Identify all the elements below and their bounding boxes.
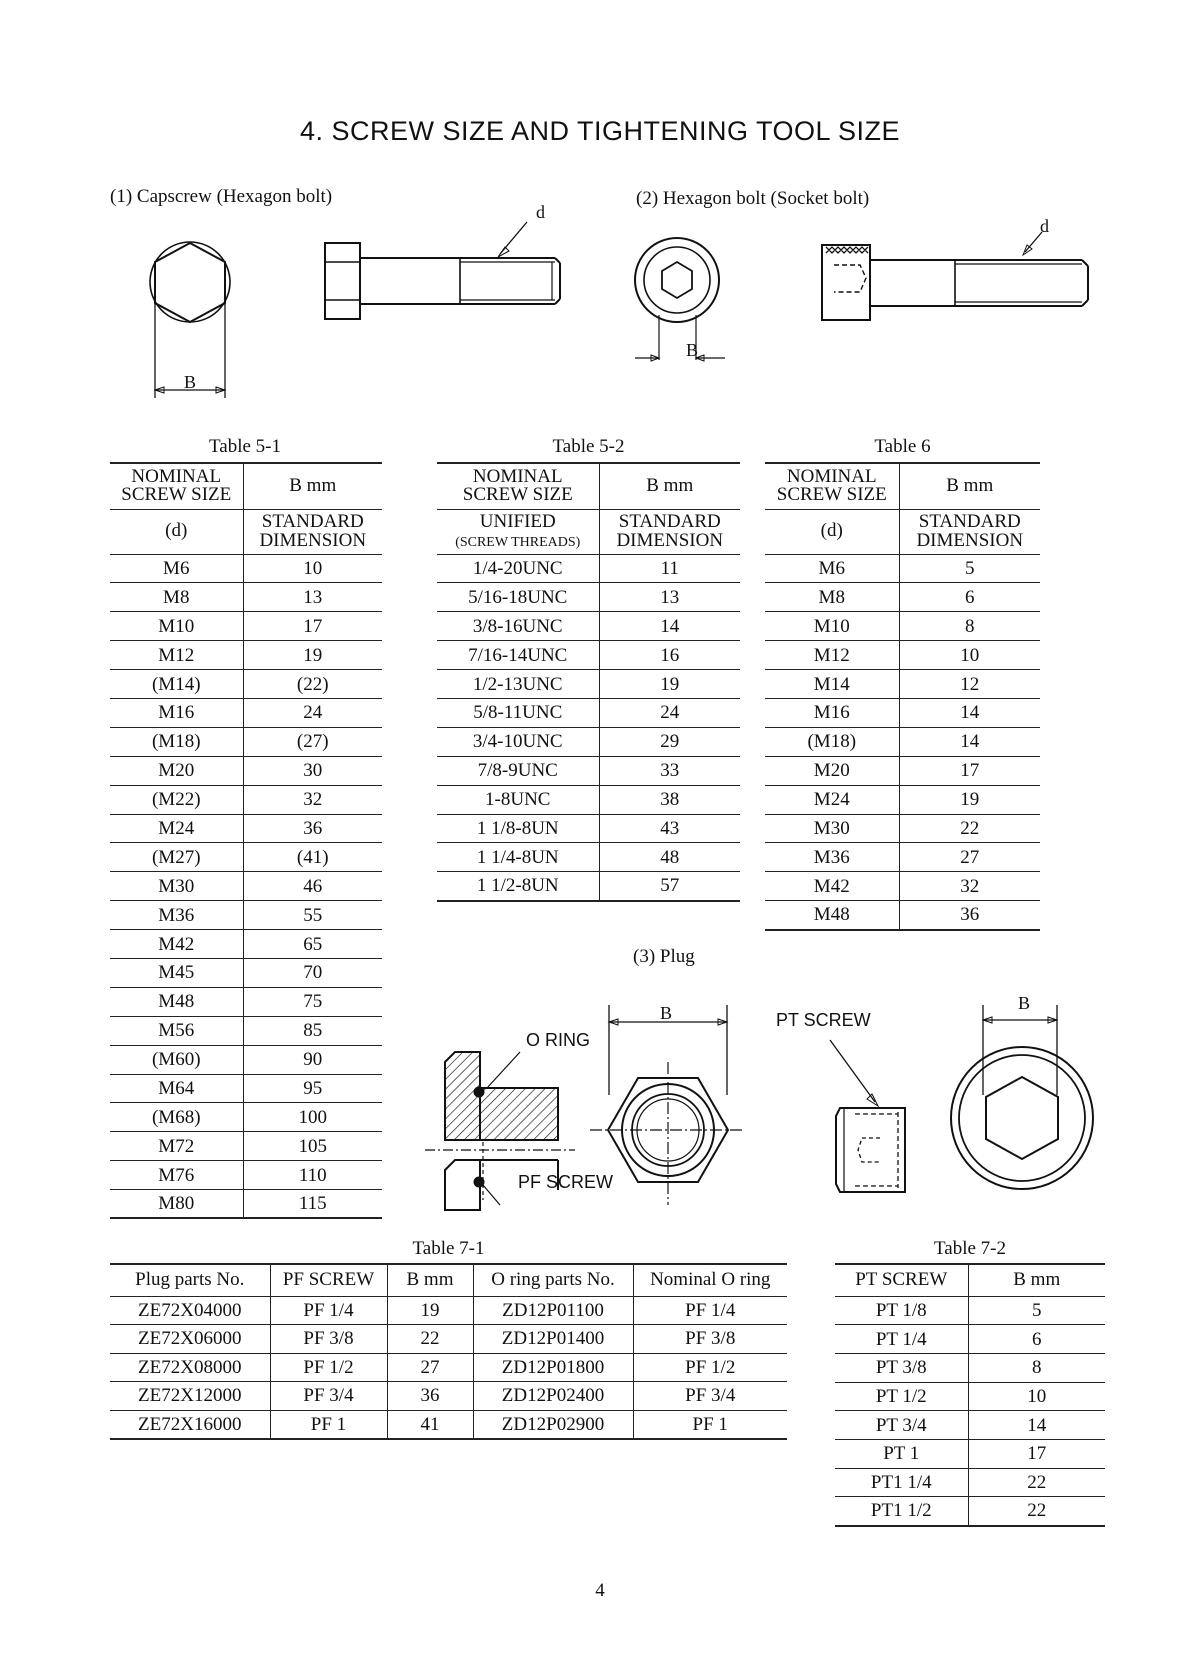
table-cell: 41	[387, 1410, 473, 1439]
table-row	[110, 670, 382, 699]
table-cell: 95	[243, 1074, 382, 1103]
header-d: (d)	[765, 509, 899, 554]
table-cell: 43	[599, 814, 740, 843]
table-cell: M56	[110, 1016, 243, 1045]
table-5-1	[110, 462, 382, 1219]
table-row	[835, 1468, 1105, 1497]
table-7-2	[835, 1263, 1105, 1527]
header-unified: UNIFIED	[479, 511, 556, 533]
table-header-cell: B mm	[968, 1264, 1105, 1296]
table-cell: 22	[968, 1497, 1105, 1526]
table-cell: M16	[765, 698, 899, 727]
table-cell: 5/8-11UNC	[437, 698, 599, 727]
table-cell: M24	[110, 814, 243, 843]
table-cell: 48	[599, 843, 740, 872]
table-cell: 10	[899, 641, 1040, 670]
table-cell: (M14)	[110, 670, 243, 699]
table-header-cell	[243, 509, 382, 554]
table-cell: 27	[899, 843, 1040, 872]
table-row	[110, 583, 382, 612]
table-cell: (M18)	[110, 727, 243, 756]
table-header-cell: PT SCREW	[835, 1264, 968, 1296]
table-cell: 115	[243, 1190, 382, 1219]
table-row	[835, 1439, 1105, 1468]
table-cell: 17	[968, 1439, 1105, 1468]
table-cell: 13	[243, 583, 382, 612]
table-cell: 70	[243, 958, 382, 987]
table-row	[437, 814, 740, 843]
table-cell: ZD12P02400	[473, 1382, 633, 1411]
table-row	[835, 1353, 1105, 1382]
table-row	[835, 1497, 1105, 1526]
table-cell: ZD12P01100	[473, 1296, 633, 1325]
table-7-1	[110, 1263, 787, 1440]
dim-label-d: d	[1040, 216, 1049, 236]
table-row	[437, 872, 740, 901]
table-7-1-caption: Table 7-1	[412, 1238, 485, 1259]
dim-label-b: B	[660, 1003, 673, 1023]
table-row	[110, 1103, 382, 1132]
table-cell: 1 1/8-8UN	[437, 814, 599, 843]
table-cell: PT 1/8	[835, 1296, 968, 1325]
table-cell: ZE72X06000	[110, 1325, 270, 1354]
table-cell: 65	[243, 930, 382, 959]
table-cell: M6	[110, 554, 243, 583]
table-header-cell	[437, 463, 599, 509]
table-row	[110, 1325, 787, 1354]
table-cell: M48	[110, 987, 243, 1016]
table-cell: PT1 1/2	[835, 1497, 968, 1526]
table-row	[110, 641, 382, 670]
table-cell: M12	[110, 641, 243, 670]
table-cell: PT 3/8	[835, 1353, 968, 1382]
table-row	[437, 612, 740, 641]
table-cell: (41)	[243, 843, 382, 872]
table-header-cell	[437, 509, 599, 554]
table-cell: 90	[243, 1045, 382, 1074]
header-standard: STANDARD	[261, 511, 364, 533]
table-row	[110, 554, 382, 583]
table-row	[110, 785, 382, 814]
table-cell: 6	[968, 1325, 1105, 1354]
o-ring-label: O RING	[526, 1030, 591, 1050]
table-cell: 16	[599, 641, 740, 670]
table-row	[110, 1016, 382, 1045]
table-row	[437, 843, 740, 872]
table-row	[437, 785, 740, 814]
section-plug-label: (3) Plug	[633, 946, 695, 967]
table-cell: PF 3/8	[270, 1325, 387, 1354]
header-standard: STANDARD	[918, 511, 1021, 533]
table-row	[110, 987, 382, 1016]
table-cell: 14	[899, 698, 1040, 727]
table-5-2	[437, 462, 740, 902]
header-screw-threads: (SCREW THREADS)	[455, 534, 581, 550]
table-cell: PF 3/4	[270, 1382, 387, 1411]
header-screw-size: SCREW SIZE	[462, 484, 573, 506]
header-standard: STANDARD	[618, 511, 721, 533]
table-cell: 11	[599, 554, 740, 583]
table-cell: 6	[899, 583, 1040, 612]
page-title: 4. SCREW SIZE AND TIGHTENING TOOL SIZE	[299, 116, 901, 146]
table-row	[765, 785, 1040, 814]
header-nominal: NOMINAL	[472, 466, 563, 488]
header-dimension: DIMENSION	[616, 529, 724, 551]
table-cell: PT 1/4	[835, 1325, 968, 1354]
table-row	[110, 843, 382, 872]
table-cell: 7/8-9UNC	[437, 756, 599, 785]
table-row	[765, 554, 1040, 583]
dim-label-b: B	[1018, 993, 1031, 1013]
table-cell: 75	[243, 987, 382, 1016]
table-cell: PF 3/8	[633, 1325, 787, 1354]
table-cell: 5/16-18UNC	[437, 583, 599, 612]
table-cell: 14	[899, 727, 1040, 756]
table-row	[110, 872, 382, 901]
table-cell: 85	[243, 1016, 382, 1045]
table-row	[765, 872, 1040, 901]
table-cell: M36	[765, 843, 899, 872]
table-cell: 105	[243, 1132, 382, 1161]
hex-bolt-side-view-drawing	[320, 210, 570, 320]
table-cell: M48	[765, 901, 899, 930]
table-cell: (M68)	[110, 1103, 243, 1132]
table-row	[110, 1296, 787, 1325]
table-cell: 13	[599, 583, 740, 612]
table-cell: 22	[387, 1325, 473, 1354]
header-nominal: NOMINAL	[786, 466, 877, 488]
table-row	[110, 1074, 382, 1103]
table-header-cell	[599, 509, 740, 554]
table-cell: 10	[968, 1382, 1105, 1411]
pt-screw-label: PT SCREW	[776, 1010, 871, 1030]
table-cell: M42	[110, 930, 243, 959]
table-cell: 30	[243, 756, 382, 785]
table-cell: 29	[599, 727, 740, 756]
table-cell: PT 3/4	[835, 1411, 968, 1440]
table-row	[110, 930, 382, 959]
table-cell: M30	[765, 814, 899, 843]
table-6	[765, 462, 1040, 931]
table-cell: 110	[243, 1161, 382, 1190]
table-cell: 17	[243, 612, 382, 641]
table-cell: PF 1	[270, 1410, 387, 1439]
table-cell: PF 1/4	[633, 1296, 787, 1325]
table-cell: M10	[765, 612, 899, 641]
table-row	[110, 901, 382, 930]
table-row	[765, 670, 1040, 699]
table-cell: ZD12P01400	[473, 1325, 633, 1354]
table-cell: 32	[899, 872, 1040, 901]
table-cell: 19	[387, 1296, 473, 1325]
table-cell: PF 3/4	[633, 1382, 787, 1411]
page-number: 4	[595, 1580, 605, 1601]
table-cell: 1/2-13UNC	[437, 670, 599, 699]
table-cell: 24	[243, 698, 382, 727]
table-cell: 57	[599, 872, 740, 901]
table-cell: ZD12P02900	[473, 1410, 633, 1439]
table-cell: 7/16-14UNC	[437, 641, 599, 670]
table-cell: PT 1/2	[835, 1382, 968, 1411]
header-screw-size: SCREW SIZE	[776, 484, 887, 506]
header-d: (d)	[110, 509, 243, 554]
table-cell: M10	[110, 612, 243, 641]
table-row	[110, 958, 382, 987]
table-cell: 36	[387, 1382, 473, 1411]
table-row	[110, 1161, 382, 1190]
table-cell: ZE72X16000	[110, 1410, 270, 1439]
header-screw-size: SCREW SIZE	[121, 484, 232, 506]
table-row	[110, 1132, 382, 1161]
table-row	[110, 756, 382, 785]
table-row	[835, 1382, 1105, 1411]
table-cell: 14	[968, 1411, 1105, 1440]
table-cell: 36	[243, 814, 382, 843]
table-cell: 5	[968, 1296, 1105, 1325]
table-row	[437, 554, 740, 583]
table-cell: M20	[765, 756, 899, 785]
table-cell: M76	[110, 1161, 243, 1190]
table-row	[835, 1411, 1105, 1440]
table-cell: PT1 1/4	[835, 1468, 968, 1497]
table-header-cell: Plug parts No.	[110, 1264, 270, 1296]
header-b-mm: B mm	[243, 463, 382, 509]
table-row	[110, 727, 382, 756]
table-cell: M64	[110, 1074, 243, 1103]
table-cell: 27	[387, 1353, 473, 1382]
header-dimension: DIMENSION	[259, 529, 367, 551]
dim-label-b: B	[184, 372, 197, 392]
table-row	[765, 583, 1040, 612]
table-row	[835, 1325, 1105, 1354]
table-cell: 14	[599, 612, 740, 641]
table-5-1-caption: Table 5-1	[208, 436, 281, 457]
table-cell: 24	[599, 698, 740, 727]
table-row	[765, 612, 1040, 641]
table-header-cell: B mm	[387, 1264, 473, 1296]
table-header-cell: O ring parts No.	[473, 1264, 633, 1296]
table-cell: 8	[968, 1353, 1105, 1382]
table-row	[765, 698, 1040, 727]
table-cell: 10	[243, 554, 382, 583]
table-cell: (22)	[243, 670, 382, 699]
table-row	[437, 698, 740, 727]
table-cell: 46	[243, 872, 382, 901]
table-cell: 36	[899, 901, 1040, 930]
table-cell: 3/8-16UNC	[437, 612, 599, 641]
pt-screw-side-view-drawing	[780, 1020, 920, 1200]
table-6-caption: Table 6	[874, 436, 931, 457]
table-row	[110, 1410, 787, 1439]
table-cell: M14	[765, 670, 899, 699]
table-cell: M8	[765, 583, 899, 612]
header-dimension: DIMENSION	[916, 529, 1024, 551]
table-cell: 22	[899, 814, 1040, 843]
table-row	[765, 814, 1040, 843]
header-nominal: NOMINAL	[131, 466, 222, 488]
table-cell: 12	[899, 670, 1040, 699]
pf-screw-label: PF SCREW	[518, 1172, 614, 1192]
table-cell: 22	[968, 1468, 1105, 1497]
table-row	[110, 1353, 787, 1382]
socket-bolt-end-view-drawing	[625, 230, 735, 365]
table-cell: ZD12P01800	[473, 1353, 633, 1382]
table-cell: M12	[765, 641, 899, 670]
table-cell: M45	[110, 958, 243, 987]
table-cell: M6	[765, 554, 899, 583]
table-cell: PF 1/2	[270, 1353, 387, 1382]
table-cell: 1 1/4-8UN	[437, 843, 599, 872]
table-row	[437, 670, 740, 699]
table-cell: 1-8UNC	[437, 785, 599, 814]
table-cell: 3/4-10UNC	[437, 727, 599, 756]
table-row	[437, 756, 740, 785]
table-row	[765, 756, 1040, 785]
table-header-cell	[899, 509, 1040, 554]
table-cell: 19	[599, 670, 740, 699]
table-row	[437, 641, 740, 670]
table-row	[110, 1190, 382, 1219]
table-cell: 19	[243, 641, 382, 670]
table-cell: ZE72X04000	[110, 1296, 270, 1325]
table-7-2-caption: Table 7-2	[933, 1238, 1006, 1259]
table-cell: M30	[110, 872, 243, 901]
table-cell: ZE72X08000	[110, 1353, 270, 1382]
table-cell: M24	[765, 785, 899, 814]
table-cell: (M22)	[110, 785, 243, 814]
table-cell: (M27)	[110, 843, 243, 872]
table-cell: 1/4-20UNC	[437, 554, 599, 583]
table-cell: (27)	[243, 727, 382, 756]
table-row	[765, 727, 1040, 756]
table-cell: 33	[599, 756, 740, 785]
table-cell: M20	[110, 756, 243, 785]
section-capscrew-label: (1) Capscrew (Hexagon bolt)	[110, 186, 333, 207]
table-cell: M72	[110, 1132, 243, 1161]
table-cell: 55	[243, 901, 382, 930]
table-cell: M42	[765, 872, 899, 901]
table-cell: M8	[110, 583, 243, 612]
table-cell: PF 1/2	[633, 1353, 787, 1382]
table-cell: 100	[243, 1103, 382, 1132]
table-cell: 38	[599, 785, 740, 814]
table-row	[110, 814, 382, 843]
table-row	[110, 1045, 382, 1074]
header-b-mm: B mm	[899, 463, 1040, 509]
table-row	[765, 901, 1040, 930]
table-cell: 32	[243, 785, 382, 814]
table-cell: (M60)	[110, 1045, 243, 1074]
table-row	[110, 1382, 787, 1411]
table-cell: PF 1	[633, 1410, 787, 1439]
table-cell: ZE72X12000	[110, 1382, 270, 1411]
table-cell: 17	[899, 756, 1040, 785]
table-row	[110, 698, 382, 727]
table-cell: 1 1/2-8UN	[437, 872, 599, 901]
table-cell: (M18)	[765, 727, 899, 756]
table-cell: M16	[110, 698, 243, 727]
table-row	[835, 1296, 1105, 1325]
pt-screw-end-view-drawing	[945, 1000, 1105, 1220]
table-row	[110, 612, 382, 641]
table-header-cell: Nominal O ring	[633, 1264, 787, 1296]
table-5-2-caption: Table 5-2	[552, 436, 625, 457]
table-header-cell	[110, 463, 243, 509]
dim-label-d: d	[536, 202, 545, 222]
table-cell: 5	[899, 554, 1040, 583]
table-row	[765, 843, 1040, 872]
table-row	[437, 727, 740, 756]
socket-bolt-side-view-drawing	[820, 220, 1100, 335]
plug-end-view-drawing	[590, 1000, 750, 1215]
table-row	[765, 641, 1040, 670]
section-socket-bolt-label: (2) Hexagon bolt (Socket bolt)	[636, 188, 870, 209]
table-cell: M80	[110, 1190, 243, 1219]
table-row	[437, 583, 740, 612]
dim-label-b: B	[686, 340, 699, 360]
table-header-cell	[765, 463, 899, 509]
table-cell: PT 1	[835, 1439, 968, 1468]
table-header-cell: PF SCREW	[270, 1264, 387, 1296]
table-cell: 19	[899, 785, 1040, 814]
table-cell: PF 1/4	[270, 1296, 387, 1325]
table-cell: M36	[110, 901, 243, 930]
header-b-mm: B mm	[599, 463, 740, 509]
table-cell: 8	[899, 612, 1040, 641]
